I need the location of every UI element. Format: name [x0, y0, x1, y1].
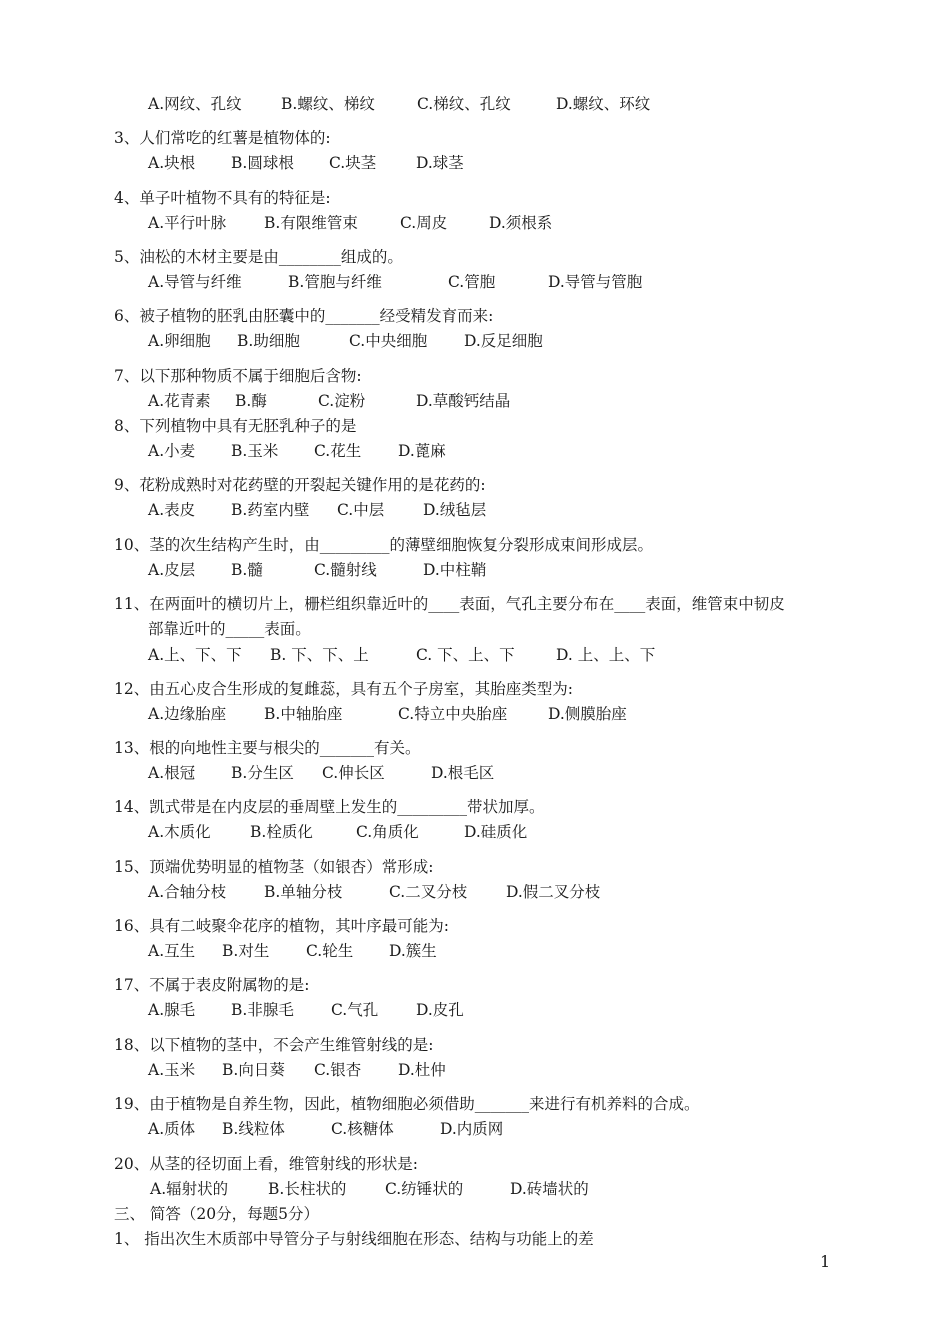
option-c: C.气孔 — [331, 1001, 379, 1019]
option-c: C.梯纹、孔纹 — [417, 95, 511, 113]
option-a: A.网纹、孔纹 — [148, 95, 242, 113]
option-b: B.圆球根 — [231, 154, 294, 172]
question-stem: 5、油松的木材主要是由________组成的。 — [114, 248, 403, 266]
option-b: B.长柱状的 — [268, 1180, 347, 1198]
question-stem: 12、由五心皮合生形成的复雌蕊，具有五个子房室，其胎座类型为: — [114, 680, 573, 698]
option-a: A.导管与纤维 — [148, 273, 242, 291]
question-stem: 14、凯式带是在内皮层的垂周壁上发生的_________带状加厚。 — [114, 798, 545, 816]
option-c: C.花生 — [314, 442, 362, 460]
option-c: C.角质化 — [356, 823, 419, 841]
option-d: D.内质网 — [440, 1120, 504, 1138]
option-a: A.根冠 — [148, 764, 196, 782]
option-a: A.块根 — [148, 154, 196, 172]
option-a: A.表皮 — [148, 501, 196, 519]
question-stem: 3、人们常吃的红薯是植物体的: — [114, 129, 331, 147]
question-stem: 9、花粉成熟时对花药壁的开裂起关键作用的是花药的: — [114, 476, 486, 494]
option-d: D.须根系 — [489, 214, 553, 232]
option-b: B.栓质化 — [250, 823, 313, 841]
option-a: A.皮层 — [148, 561, 196, 579]
option-b: B.向日葵 — [222, 1061, 285, 1079]
question-stem: 16、具有二岐聚伞花序的植物，其叶序最可能为: — [114, 917, 449, 935]
option-a: A.合轴分枝 — [148, 883, 227, 901]
question-stem: 18、以下植物的茎中，不会产生维管射线的是: — [114, 1036, 434, 1054]
question-stem: 6、被子植物的胚乳由胚囊中的_______经受精发育而来: — [114, 307, 494, 325]
option-a: A.边缘胎座 — [148, 705, 227, 723]
option-c: C. 下、上、下 — [416, 646, 515, 664]
option-a: A.质体 — [148, 1120, 196, 1138]
option-d: D.反足细胞 — [464, 332, 543, 350]
option-b: B.管胞与纤维 — [288, 273, 382, 291]
option-b: B.螺纹、梯纹 — [281, 95, 375, 113]
question-stem: 7、以下那种物质不属于细胞后含物: — [114, 367, 362, 385]
option-c: C.二叉分枝 — [389, 883, 468, 901]
option-d: D.根毛区 — [431, 764, 495, 782]
option-d: D.硅质化 — [464, 823, 528, 841]
option-b: B.酶 — [235, 392, 267, 410]
option-c: C.周皮 — [400, 214, 448, 232]
option-a: A.卵细胞 — [148, 332, 211, 350]
option-c: C.淀粉 — [318, 392, 366, 410]
option-c: C.特立中央胎座 — [398, 705, 508, 723]
option-c: C.银杏 — [314, 1061, 362, 1079]
option-d: D.皮孔 — [416, 1001, 464, 1019]
question-stem: 17、不属于表皮附属物的是: — [114, 976, 310, 994]
option-a: A.木质化 — [148, 823, 211, 841]
option-b: B.非腺毛 — [231, 1001, 294, 1019]
option-b: B.单轴分枝 — [264, 883, 343, 901]
option-b: B.对生 — [222, 942, 270, 960]
option-b: B.中轴胎座 — [264, 705, 343, 723]
short-answer-question: 1、 指出次生木质部中导管分子与射线细胞在形态、结构与功能上的差 — [114, 1230, 594, 1248]
option-c: C.轮生 — [306, 942, 354, 960]
option-a: A.互生 — [148, 942, 196, 960]
option-a: A.小麦 — [148, 442, 196, 460]
option-d: D.绒毡层 — [423, 501, 487, 519]
option-c: C.髓射线 — [314, 561, 377, 579]
option-d: D.杜仲 — [398, 1061, 446, 1079]
option-c: C.管胞 — [448, 273, 496, 291]
option-d: D.簇生 — [389, 942, 437, 960]
question-stem: 4、单子叶植物不具有的特征是: — [114, 189, 331, 207]
page-number: 1 — [820, 1252, 831, 1271]
question-stem-continued: 部靠近叶的_____表面。 — [148, 620, 311, 638]
option-a: A.辐射状的 — [150, 1180, 229, 1198]
option-d: D.假二叉分枝 — [506, 883, 601, 901]
option-a: A.玉米 — [148, 1061, 196, 1079]
question-stem: 20、从茎的径切面上看，维管射线的形状是: — [114, 1155, 418, 1173]
option-d: D.侧膜胎座 — [548, 705, 627, 723]
option-a: A.花青素 — [148, 392, 211, 410]
option-a: A.上、下、下 — [148, 646, 242, 664]
option-d: D.中柱鞘 — [423, 561, 487, 579]
option-c: C.中央细胞 — [349, 332, 428, 350]
option-b: B.分生区 — [231, 764, 294, 782]
option-b: B.助细胞 — [237, 332, 300, 350]
option-c: C.中层 — [337, 501, 385, 519]
option-d: D.砖墙状的 — [510, 1180, 589, 1198]
option-d: D.螺纹、环纹 — [556, 95, 651, 113]
option-d: D. 上、上、下 — [556, 646, 656, 664]
option-c: C.块茎 — [329, 154, 377, 172]
option-b: B.药室内壁 — [231, 501, 310, 519]
option-b: B. 下、下、上 — [270, 646, 369, 664]
option-d: D.导管与管胞 — [548, 273, 643, 291]
option-d: D.草酸钙结晶 — [416, 392, 511, 410]
option-b: B.线粒体 — [222, 1120, 285, 1138]
option-c: C.纺锤状的 — [385, 1180, 464, 1198]
question-stem: 10、茎的次生结构产生时，由_________的薄壁细胞恢复分裂形成束间形成层。 — [114, 536, 653, 554]
option-a: A.腺毛 — [148, 1001, 196, 1019]
option-d: D.蓖麻 — [398, 442, 446, 460]
question-stem: 8、下列植物中具有无胚乳种子的是 — [114, 417, 357, 435]
option-b: B.有限维管束 — [264, 214, 358, 232]
question-stem: 15、顶端优势明显的植物茎（如银杏）常形成: — [114, 858, 434, 876]
option-c: C.核糖体 — [331, 1120, 394, 1138]
option-d: D.球茎 — [416, 154, 464, 172]
question-stem: 11、在两面叶的横切片上，栅栏组织靠近叶的____表面，气孔主要分布在____表面，维管束中韧皮 — [114, 595, 785, 613]
section-heading: 三、 简答（20分，每题5分） — [114, 1205, 320, 1223]
option-a: A.平行叶脉 — [148, 214, 227, 232]
option-c: C.伸长区 — [322, 764, 385, 782]
question-stem: 13、根的向地性主要与根尖的_______有关。 — [114, 739, 421, 757]
option-b: B.玉米 — [231, 442, 279, 460]
option-b: B.髓 — [231, 561, 263, 579]
question-stem: 19、由于植物是自养生物，因此，植物细胞必须借助_______来进行有机养料的合成。 — [114, 1095, 700, 1113]
